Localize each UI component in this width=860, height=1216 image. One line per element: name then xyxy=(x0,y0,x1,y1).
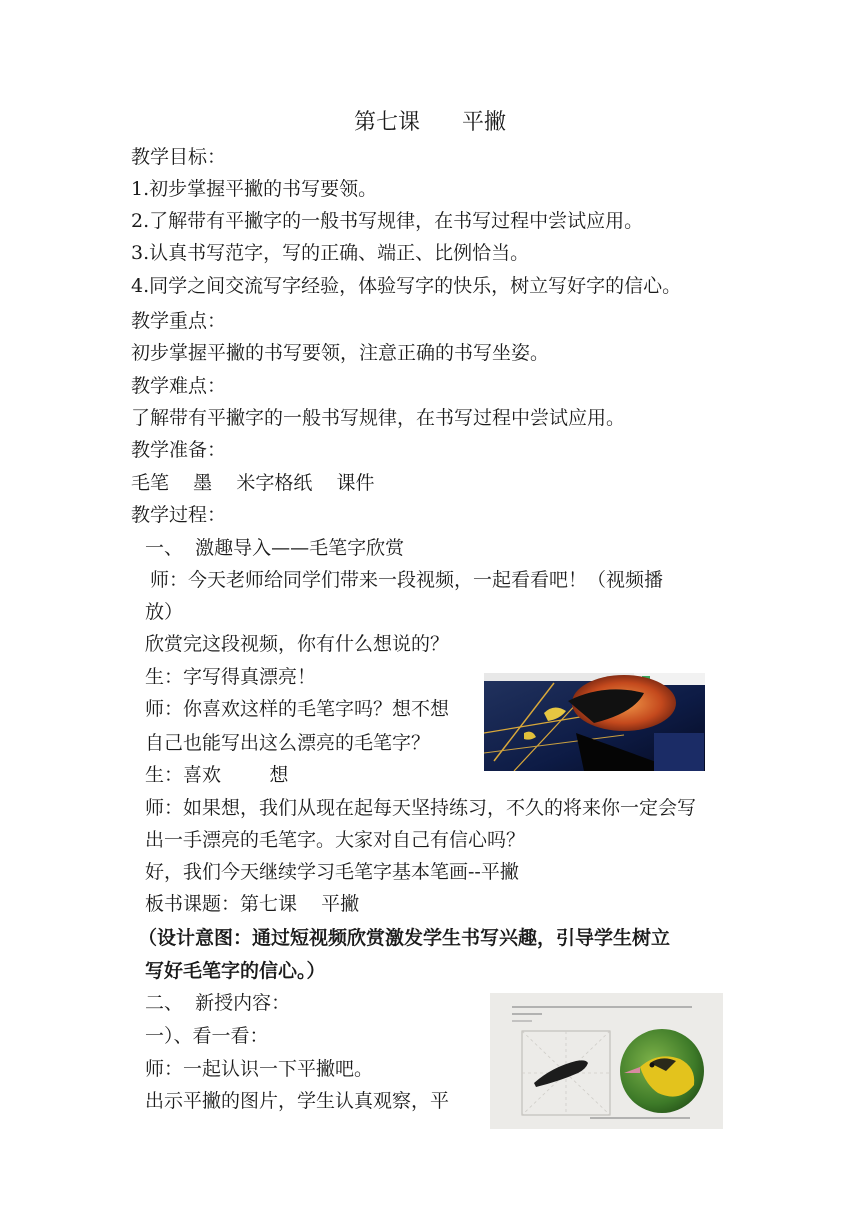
section-2-subheading: 一）、看一看： xyxy=(145,1025,269,1047)
design-intent-2: 写好毛笔字的信心。） xyxy=(145,960,326,982)
paragraph-6b: 出一手漂亮的毛笔字。大家对自己有信心吗？ xyxy=(145,829,526,851)
paragraph-7: 好，我们今天继续学习毛笔字基本笔画--平撇 xyxy=(145,861,519,883)
textbook-brushstroke-photo xyxy=(490,993,723,1129)
paragraph-9: 师：一起认识一下平撇吧。 xyxy=(145,1058,374,1080)
paragraph-10: 出示平撇的图片，学生认真观察，平 xyxy=(145,1090,450,1112)
process-heading: 教学过程： xyxy=(131,504,227,526)
paragraph-8: 板书课题：第七课 平撇 xyxy=(145,893,360,915)
difficulty-text: 了解带有平撇字的一般书写规律，在书写过程中尝试应用。 xyxy=(131,407,626,429)
paragraph-4b: 自己也能写出这么漂亮的毛笔字？ xyxy=(145,732,431,754)
objective-1: 1.初步掌握平撇的书写要领。 xyxy=(131,178,378,200)
paragraph-4a: 师：你喜欢这样的毛笔字吗？想不想 xyxy=(145,698,450,720)
key-points-text: 初步掌握平撇的书写要领，注意正确的书写坐姿。 xyxy=(131,342,550,364)
paragraph-2: 欣赏完这段视频，你有什么想说的？ xyxy=(145,633,450,655)
paragraph-1a: 师：今天老师给同学们带来一段视频，一起看看吧！（视频播 xyxy=(150,569,664,591)
key-points-heading: 教学重点： xyxy=(131,310,227,332)
preparation-heading: 教学准备： xyxy=(131,439,227,461)
objectives-heading: 教学目标： xyxy=(131,146,227,168)
page-title: 第七课 平撇 xyxy=(354,110,506,135)
paragraph-3: 生：字写得真漂亮！ xyxy=(145,666,317,688)
section-2-heading: 二、 新授内容： xyxy=(145,992,291,1014)
difficulty-heading: 教学难点： xyxy=(131,375,227,397)
paragraph-1b: 放） xyxy=(145,601,184,623)
section-1-heading: 一、 激趣导入——毛笔字欣赏 xyxy=(145,537,405,559)
objective-3: 3.认真书写范字，写的正确、端正、比例恰当。 xyxy=(131,242,530,264)
preparation-text: 毛笔 墨 米字格纸 课件 xyxy=(131,472,375,494)
objective-2: 2.了解带有平撇字的一般书写规律，在书写过程中尝试应用。 xyxy=(131,210,644,232)
paragraph-6a: 师：如果想，我们从现在起每天坚持练习，不久的将来你一定会写 xyxy=(145,797,697,819)
calligraphy-video-photo xyxy=(484,673,705,771)
objective-4: 4.同学之间交流写字经验，体验写字的快乐，树立写好字的信心。 xyxy=(131,275,682,297)
paragraph-5: 生：喜欢 想 xyxy=(145,764,289,786)
design-intent-1: （设计意图：通过短视频欣赏激发学生书写兴趣，引导学生树立 xyxy=(138,927,671,949)
